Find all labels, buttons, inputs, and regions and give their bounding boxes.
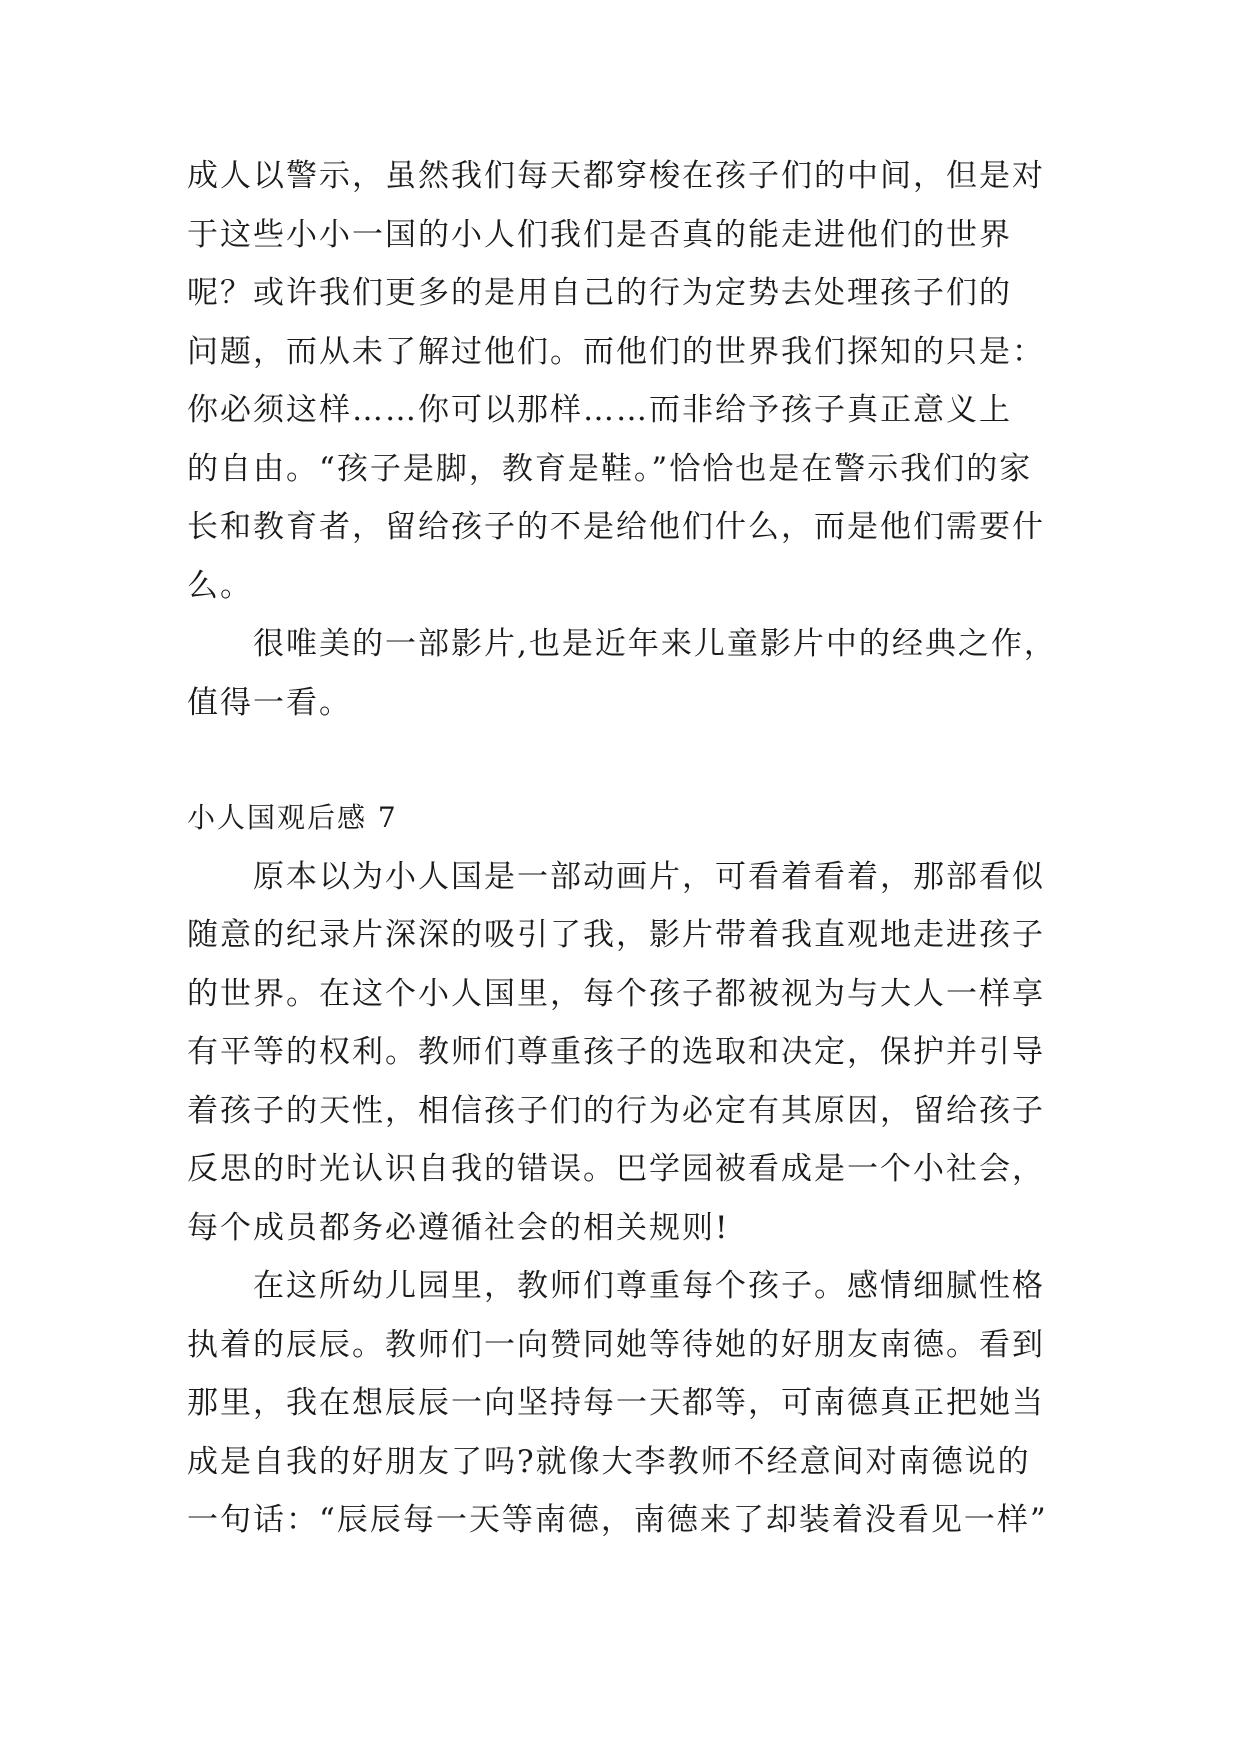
text-line: 值得一看。: [187, 684, 352, 721]
text-line: 那里，我在想辰辰一向坚持每一天都等，可南德真正把她当: [187, 1385, 1045, 1421]
text-line: 随意的纪录片深深的吸引了我，影片带着我直观地走进孩子: [187, 917, 1045, 953]
paragraph: [187, 1257, 1057, 1550]
section-spacer: [187, 732, 1057, 789]
text-line: 问题，而从未了解过他们。而他们的世界我们探知的只是：: [187, 333, 1045, 370]
paragraph: [187, 615, 1057, 732]
text-line: 每个成员都务必遵循社会的相关规则!: [187, 1209, 730, 1246]
text-line: 着孩子的天性，相信孩子们的行为必定有其原因，留给孩子: [187, 1092, 1045, 1129]
text-line: 长和教育者，留给孩子的不是给他们什么，而是他们需要什: [187, 509, 1045, 545]
text-line: 于这些小小一国的小人们我们是否真的能走进他们的世界: [187, 216, 1012, 253]
section-heading: 小人国观后感 7: [187, 801, 398, 834]
document-page: [187, 147, 1057, 1550]
text-line: 执着的辰辰。教师们一向赞同她等待她的好朋友南德。看到: [187, 1326, 1045, 1363]
text-line: 呢？或许我们更多的是用自己的行为定势去处理孩子们的: [187, 275, 1012, 311]
text-line: 原本以为小人国是一部动画片，可看着看着，那部看似: [253, 858, 1045, 895]
text-line: 一句话：“辰辰每一天等南德，南德来了却装着没看见一样”: [187, 1502, 1048, 1538]
text-line: 有平等的权利。教师们尊重孩子的选取和决定，保护并引导: [187, 1034, 1045, 1070]
text-line: 的世界。在这个小人国里，每个孩子都被视为与大人一样享: [187, 975, 1045, 1012]
text-line: 的自由。“孩子是脚，教育是鞋。”恰恰也是在警示我们的家: [187, 450, 1033, 487]
text-line: 成是自我的好朋友了吗?就像大李教师不经意间对南德说的: [187, 1443, 1031, 1480]
text-line: 在这所幼儿园里，教师们尊重每个孩子。感情细腻性格: [253, 1268, 1045, 1304]
text-line: 成人以警示，虽然我们每天都穿梭在孩子们的中间，但是对: [187, 158, 1045, 194]
text-line: 你必须这样……你可以那样……而非给予孩子真正意义上: [187, 392, 1012, 428]
text-line: 么。: [187, 567, 253, 604]
text-line: 很唯美的一部影片,也是近年来儿童影片中的经典之作，: [253, 626, 1057, 662]
paragraph: [187, 147, 1057, 615]
text-line: 反思的时光认识自我的错误。巴学园被看成是一个小社会，: [187, 1151, 1045, 1187]
paragraph: [187, 848, 1057, 1258]
